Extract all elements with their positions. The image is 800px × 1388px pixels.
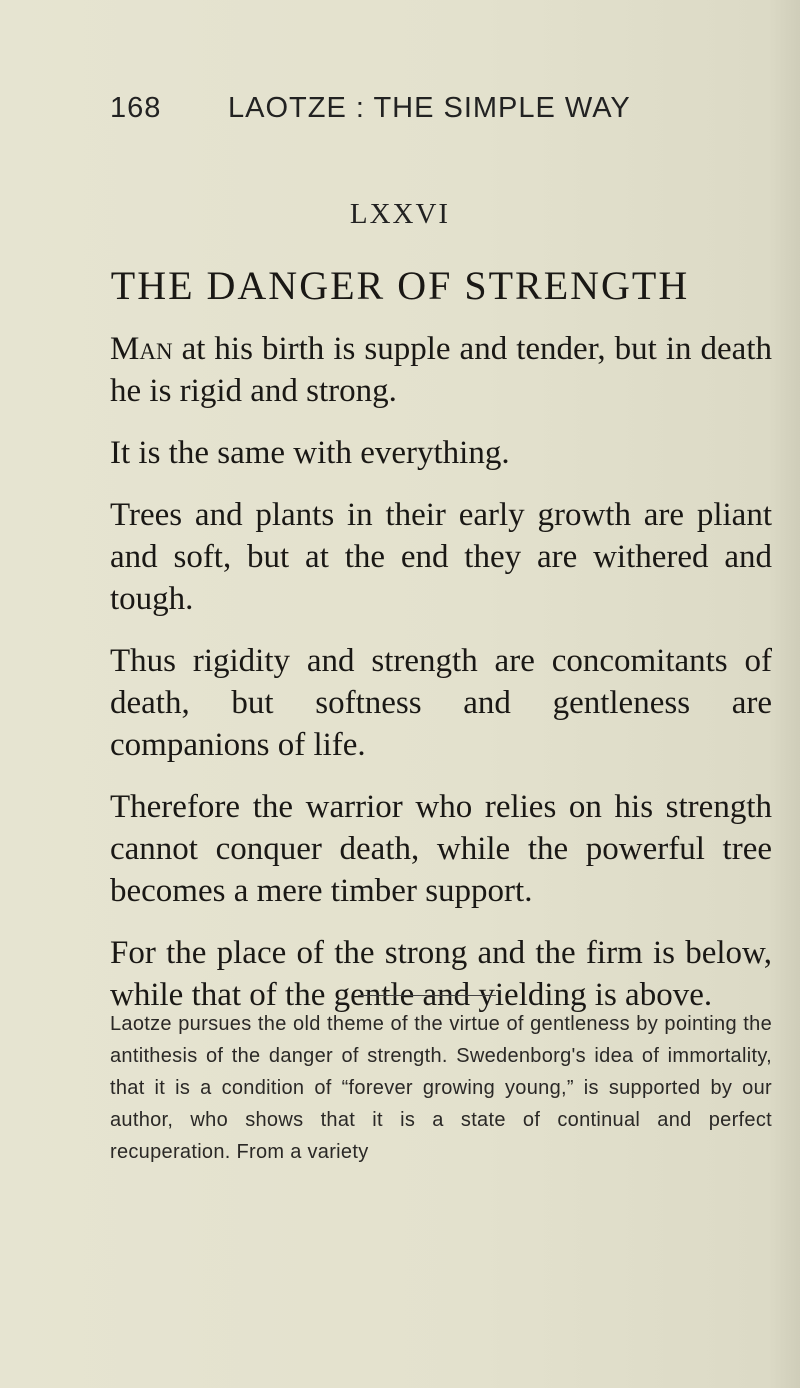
paragraph-text: Trees and plants in their early growth are pliant and soft, but at the end they are withered and tough. bbox=[110, 497, 772, 617]
section-divider bbox=[358, 995, 496, 996]
commentary-text: Laotze pursues the old theme of the virtue of gentleness by pointing the antithesis of the danger of strength. Swedenborg's idea of immortality, that it is a condition of “forever growing young,” is supported by our author, who shows that it is a state of continual and perfect recuperation. From a variety bbox=[110, 1013, 772, 1163]
paragraph bbox=[110, 640, 772, 766]
paragraph-text: Thus rigidity and strength are concomitants of death, but softness and gentleness are companions of life. bbox=[110, 643, 772, 763]
paragraph bbox=[110, 494, 772, 620]
body-text bbox=[110, 328, 772, 1036]
paragraph-text: It is the same with everything. bbox=[110, 435, 510, 471]
paragraph-text: Therefore the warrior who relies on his strength cannot conquer death, while the powerful tree becomes a mere timber support. bbox=[110, 789, 772, 909]
paragraph-lead-word: Man bbox=[110, 331, 173, 367]
paragraph-text: For the place of the strong and the firm is below, while that of the gentle and yielding is above. bbox=[110, 935, 772, 1013]
page-number: 168 bbox=[110, 92, 162, 124]
paragraph bbox=[110, 932, 772, 1016]
chapter-number: LXXVI bbox=[349, 198, 451, 230]
running-head bbox=[110, 92, 710, 132]
running-title: LAOTZE : THE SIMPLE WAY bbox=[228, 92, 631, 124]
paragraph bbox=[110, 328, 772, 412]
commentary bbox=[110, 1008, 772, 1168]
paragraph bbox=[110, 432, 772, 474]
paragraph bbox=[110, 786, 772, 912]
paragraph-text: at his birth is supple and tender, but in death he is rigid and strong. bbox=[110, 331, 772, 409]
chapter-title: THE DANGER OF STRENGTH bbox=[110, 263, 690, 308]
